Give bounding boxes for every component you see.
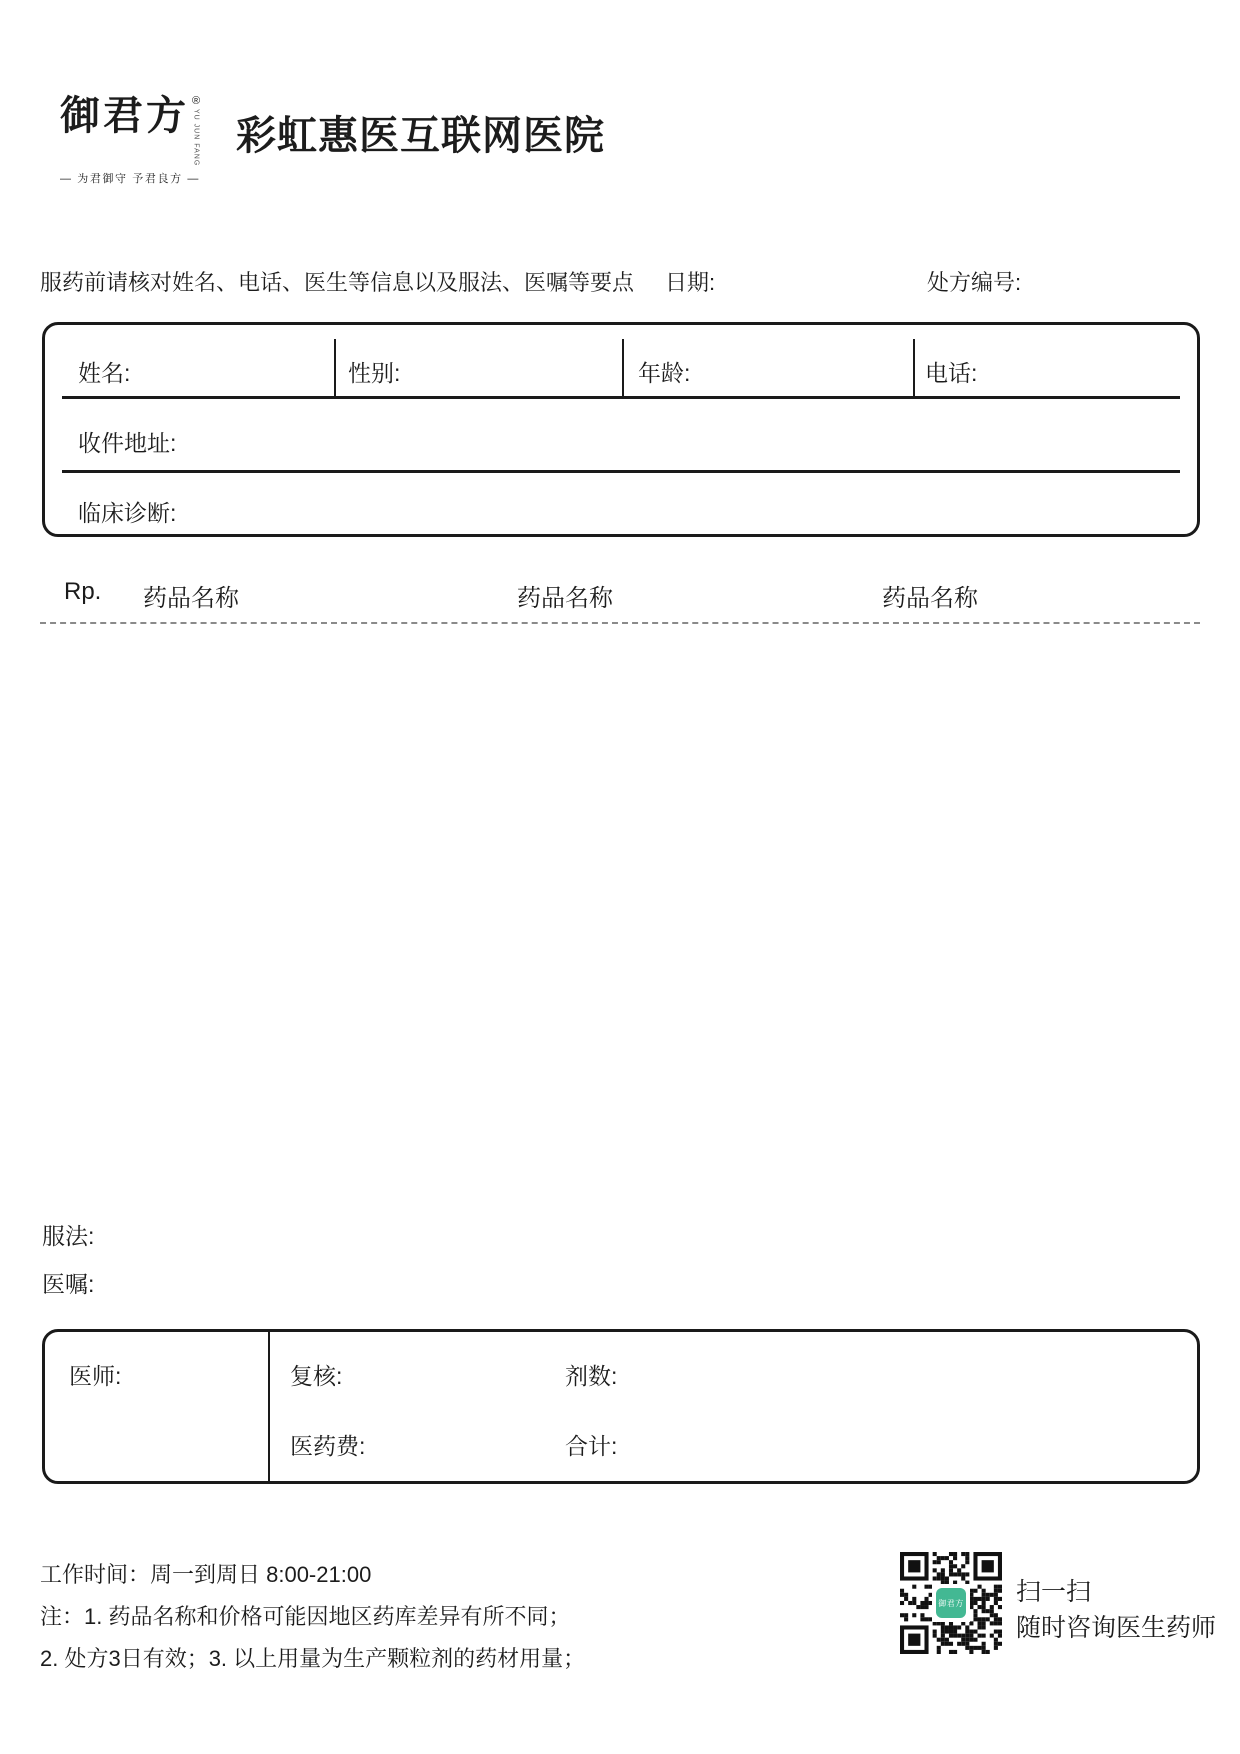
doctor-advice-label: 医嘱: [42, 1271, 95, 1297]
consult-caption: 随时咨询医生药师 [1016, 1614, 1217, 1642]
field-divider [334, 339, 336, 397]
dashed-separator [40, 622, 1200, 624]
work-hours: 工作时间：周一到周日 8:00-21:00 [40, 1562, 372, 1587]
qr-code [900, 1552, 1002, 1654]
gender-label: 性别: [348, 360, 401, 386]
brand-logo [60, 94, 200, 186]
drug-name-column-header: 药品名称 [882, 585, 978, 612]
drug-name-column-header: 药品名称 [517, 585, 613, 612]
review-label: 复核: [290, 1363, 343, 1389]
medicine-fee-label: 医药费: [290, 1433, 366, 1459]
age-label: 年龄: [638, 360, 691, 386]
qr-logo-square: 御君方 [936, 1588, 966, 1618]
dose-count-label: 剂数: [565, 1363, 618, 1389]
usage-label: 服法: [42, 1223, 95, 1249]
patient-info-box [42, 322, 1200, 537]
signature-fee-box [42, 1329, 1200, 1484]
note-line-2: 2. 处方3日有效；3. 以上用量为生产颗粒剂的药材用量； [40, 1646, 586, 1671]
note-line-1: 注：1. 药品名称和价格可能因地区药库差异有所不同； [40, 1604, 571, 1629]
physician-label: 医师: [69, 1363, 122, 1389]
clinical-diagnosis-label: 临床诊断: [78, 500, 177, 526]
row-divider [62, 470, 1180, 473]
phone-label: 电话: [925, 360, 978, 386]
drug-name-column-header: 药品名称 [143, 585, 239, 612]
date-label: 日期: [665, 270, 716, 295]
total-label: 合计: [565, 1433, 618, 1459]
row-divider [62, 396, 1180, 399]
verification-notice: 服药前请核对姓名、电话、医生等信息以及服法、医嘱等要点 [40, 270, 635, 295]
sign-box-divider [268, 1332, 270, 1481]
registered-trademark-icon: ® [192, 95, 201, 107]
name-label: 姓名: [78, 360, 131, 386]
rp-label: Rp. [64, 578, 102, 605]
brand-logo-pinyin: YU JUN FANG [192, 109, 200, 167]
brand-tagline: — 为君御守 予君良方 — [60, 173, 200, 186]
field-divider [622, 339, 624, 397]
field-divider [913, 339, 915, 397]
brand-logo-text: 御君方 [60, 92, 189, 139]
prescription-number-label: 处方编号: [927, 270, 1022, 295]
hospital-name: 彩虹惠医互联网医院 [236, 114, 605, 158]
scan-caption: 扫一扫 [1016, 1578, 1092, 1606]
shipping-address-label: 收件地址: [78, 430, 177, 456]
qr-center-logo [932, 1584, 970, 1622]
